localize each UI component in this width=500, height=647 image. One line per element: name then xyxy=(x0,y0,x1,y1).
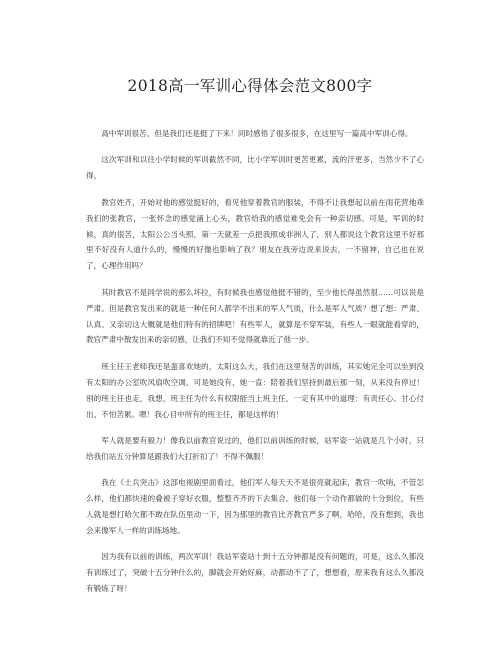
paragraph: 军人就是要有毅力！像我以前教官说过的，他们以前训练的时候，站军姿一站就是几个小时，只给我们站五分钟算是跟我们大打折扣了！不得不佩服！ xyxy=(86,436,424,461)
paragraph: 教官姓齐，开始对他的感觉挺好的，看见他穿着教官的服装，不得不让我想起以前在雨花营地乖我们的张教官，一张怀念的感觉涌上心头，教官给我的感觉难免会有一种亲切感。可是，军训的时候，真的很苦，太阳公公当头照，第一天就差一点把我照成非洲人了，别人都说这个教官这里不好那里不好没有人道什么的，慢慢的好像也影响了我？朋友在我旁边说来说去，一不留神，自己也在说了，心理作用吗？ xyxy=(86,197,424,271)
paragraph: 我在《士兵突击》这部电视剧里面看过，他们军人每天天不是很亮就起床，教官一吹哨，不管怎么样，他们都快速的叠被子穿好衣服，整整齐齐的下去集合。他们每一个动作都做的十分到位，有些人就是想打哈欠都不敢在队伍里动一下，因为那里的教官比齐教官严多了啊，哈哈，没有想到，我也会来像军人一样的训练场地。 xyxy=(86,478,424,536)
document-body xyxy=(86,126,424,608)
document-title: 2018高一军训心得体会范文800字 xyxy=(127,77,373,95)
paragraph: 这次军训和以往小学时候的军训截然不同，比小学军训时更苦更累，流的汗更多，当然少不了心得。 xyxy=(86,155,424,181)
paragraph: 因为我有以前的训练，两次军训！我站军姿站十到十五分钟都是没有问题的，可是，这么久都没有训练过了，突破十五分钟什么的，脚就会开始好麻，动都动不了了，想想看，原来我有这么久都没有锻炼了呀！ xyxy=(86,552,424,594)
paragraph: 班主任王老师我还是蛮喜欢她的，太阳这么大，我们在这里刻苦的训练，其实她完全可以坐到没有太阳的办公室吹风扇吹空调，可是她没有，她一直：陪着我们坚持到最后那一刻，从来没有停过！别的班主任也走，我想，班主任为什么有权限能当上班主任，一定有其中的道理：有责任心、甘心付出、不怕苦累。嗯！我心目中所有的班主任，都是这样的！ xyxy=(86,361,424,419)
paragraph: 高中军训很苦，但是我们还是挺了下来！同时感悟了很多很多，在这里写一篇高中军训心得。 xyxy=(101,129,413,138)
paragraph: 其时教官不是同学说的那么坏拉，有时候我也感觉他挺不错的，至少他长得虽然很……可以说是严肃。但是教官发出来的就是一种任何人都学不出来的军人气质，什么是军人气质？想了想：严肃、认真、又亲切这大概就是他们特有的招牌吧！有些军人，就算是不穿军装，有些人一眼就能看穿的，教官严肃中散发出来的亲切感，让我们不知不觉得就靠近了他一步。 xyxy=(86,287,424,345)
